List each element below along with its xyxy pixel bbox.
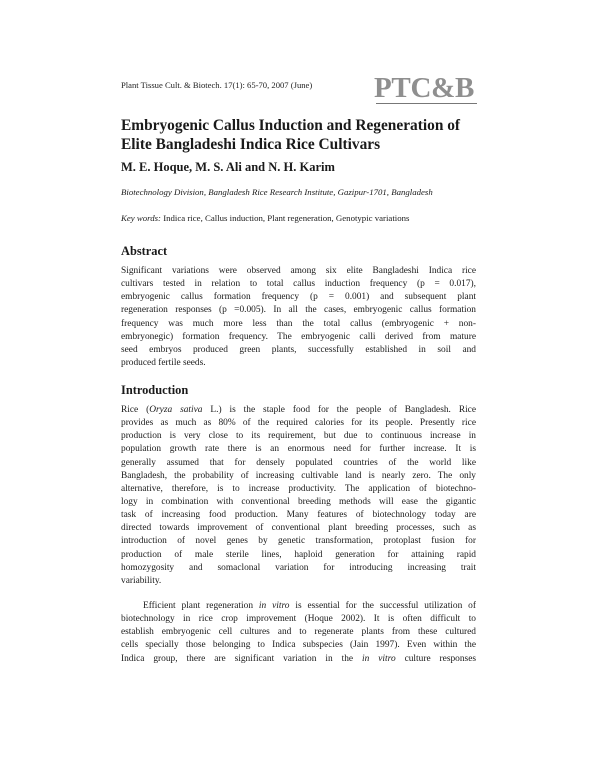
introduction-paragraph-1 xyxy=(121,404,476,588)
journal-citation: Plant Tissue Cult. & Biotech. 17(1): 65-70, 2007 (June) xyxy=(121,80,313,90)
affiliation: Biotechnology Division, Bangladesh Rice Research Institute, Gazipur-1701, Bangladesh xyxy=(121,187,433,197)
intro-line: alternative, therefore, is to increase productivity. The application of biotechno- xyxy=(121,483,476,494)
intro-line: cells specially those belonging to Indica subspecies (Jain 1997). Even within the xyxy=(121,640,476,651)
title-line-1: Embryogenic Callus Induction and Regeneration of xyxy=(121,117,461,134)
intro-line: homozygosity and somaclonal variation for introducing increasing trait xyxy=(121,562,476,573)
intro-line: production of male sterile lines, haploid generation for attaining rapid xyxy=(121,549,476,560)
abstract-line: produced fertile seeds. xyxy=(121,357,206,368)
species-name: Oryza sativa xyxy=(149,405,203,415)
intro-line: Indica group, there are significant variation in the in vitro culture responses xyxy=(121,653,477,664)
intro-line: task of increasing food production. Many features of biotechnology today are xyxy=(121,510,476,521)
latin-term: in vitro xyxy=(258,601,290,611)
keywords xyxy=(121,213,409,223)
intro-line: production is very close to its requirement, but due to continuous increase in xyxy=(121,431,476,442)
intro-line: logy in combination with conventional breeding methods will ease the gigantic xyxy=(121,496,476,507)
abstract-line: seed embryos produced green plants, successfully established in soil and xyxy=(121,344,476,355)
keywords-list: Indica rice, Callus induction, Plant regeneration, Genotypic variations xyxy=(163,213,410,223)
abstract-line: embryogenic callus formation frequency (p = 0.001) and subsequent plant xyxy=(121,292,476,303)
abstract-line: regeneration responses (p =0.005). In all the cases, embryogenic callus formation xyxy=(121,305,476,316)
intro-line: Rice (Oryza sativa L.) is the staple food for the people of Bangladesh. Rice xyxy=(121,405,476,415)
abstract-heading: Abstract xyxy=(121,244,168,258)
introduction-heading: Introduction xyxy=(121,383,189,397)
intro-line: variability. xyxy=(121,575,162,586)
intro-line: biotechnology in rice crop improvement (Hoque 2002). It is often difficult to xyxy=(121,614,476,625)
journal-logo: PTC&B xyxy=(374,72,475,104)
introduction-paragraph-2 xyxy=(121,600,476,666)
abstract-line: embryonegic) formation frequency. The embryogenic calli derived from mature xyxy=(121,331,476,342)
abstract-line: Significant variations were observed among six elite Bangladeshi Indica rice xyxy=(121,266,476,276)
authors: M. E. Hoque, M. S. Ali and N. H. Karim xyxy=(121,160,335,174)
abstract-line: frequency was much more less than the total callus (embryogenic + non- xyxy=(121,318,476,329)
keywords-label: Key words: xyxy=(121,213,161,223)
latin-term: in vitro xyxy=(362,653,396,664)
article-title xyxy=(121,116,491,154)
intro-line: establish embryogenic cell cultures and to regenerate plants from these cultured xyxy=(121,627,476,638)
intro-line: provides as much as 80% of the required calories for its people. Presently rice xyxy=(121,418,476,429)
intro-line: generally assumed that for densely populated countries of the world like xyxy=(121,457,476,468)
abstract-body xyxy=(121,265,476,370)
title-line-2: Elite Bangladeshi Indica Rice Cultivars xyxy=(121,136,381,153)
logo-underline xyxy=(376,103,477,104)
intro-line: Efficient plant regeneration in vitro is essential for the successful utilization of xyxy=(143,601,476,611)
intro-line: directed towards improvement of conventional plant breeding processes, such as xyxy=(121,523,476,534)
intro-line: introduction of novel genes by genetic transformation, protoplast fusion for xyxy=(121,536,476,547)
intro-line: Bangladesh, the probability of increasing cultivable land is nearly zero. The only xyxy=(121,470,476,481)
abstract-line: cultivars tested in relation to total callus induction frequency (p = 0.017), xyxy=(121,279,476,290)
intro-line: population growth rate there is an enormous need for further increase. It is xyxy=(121,444,476,455)
